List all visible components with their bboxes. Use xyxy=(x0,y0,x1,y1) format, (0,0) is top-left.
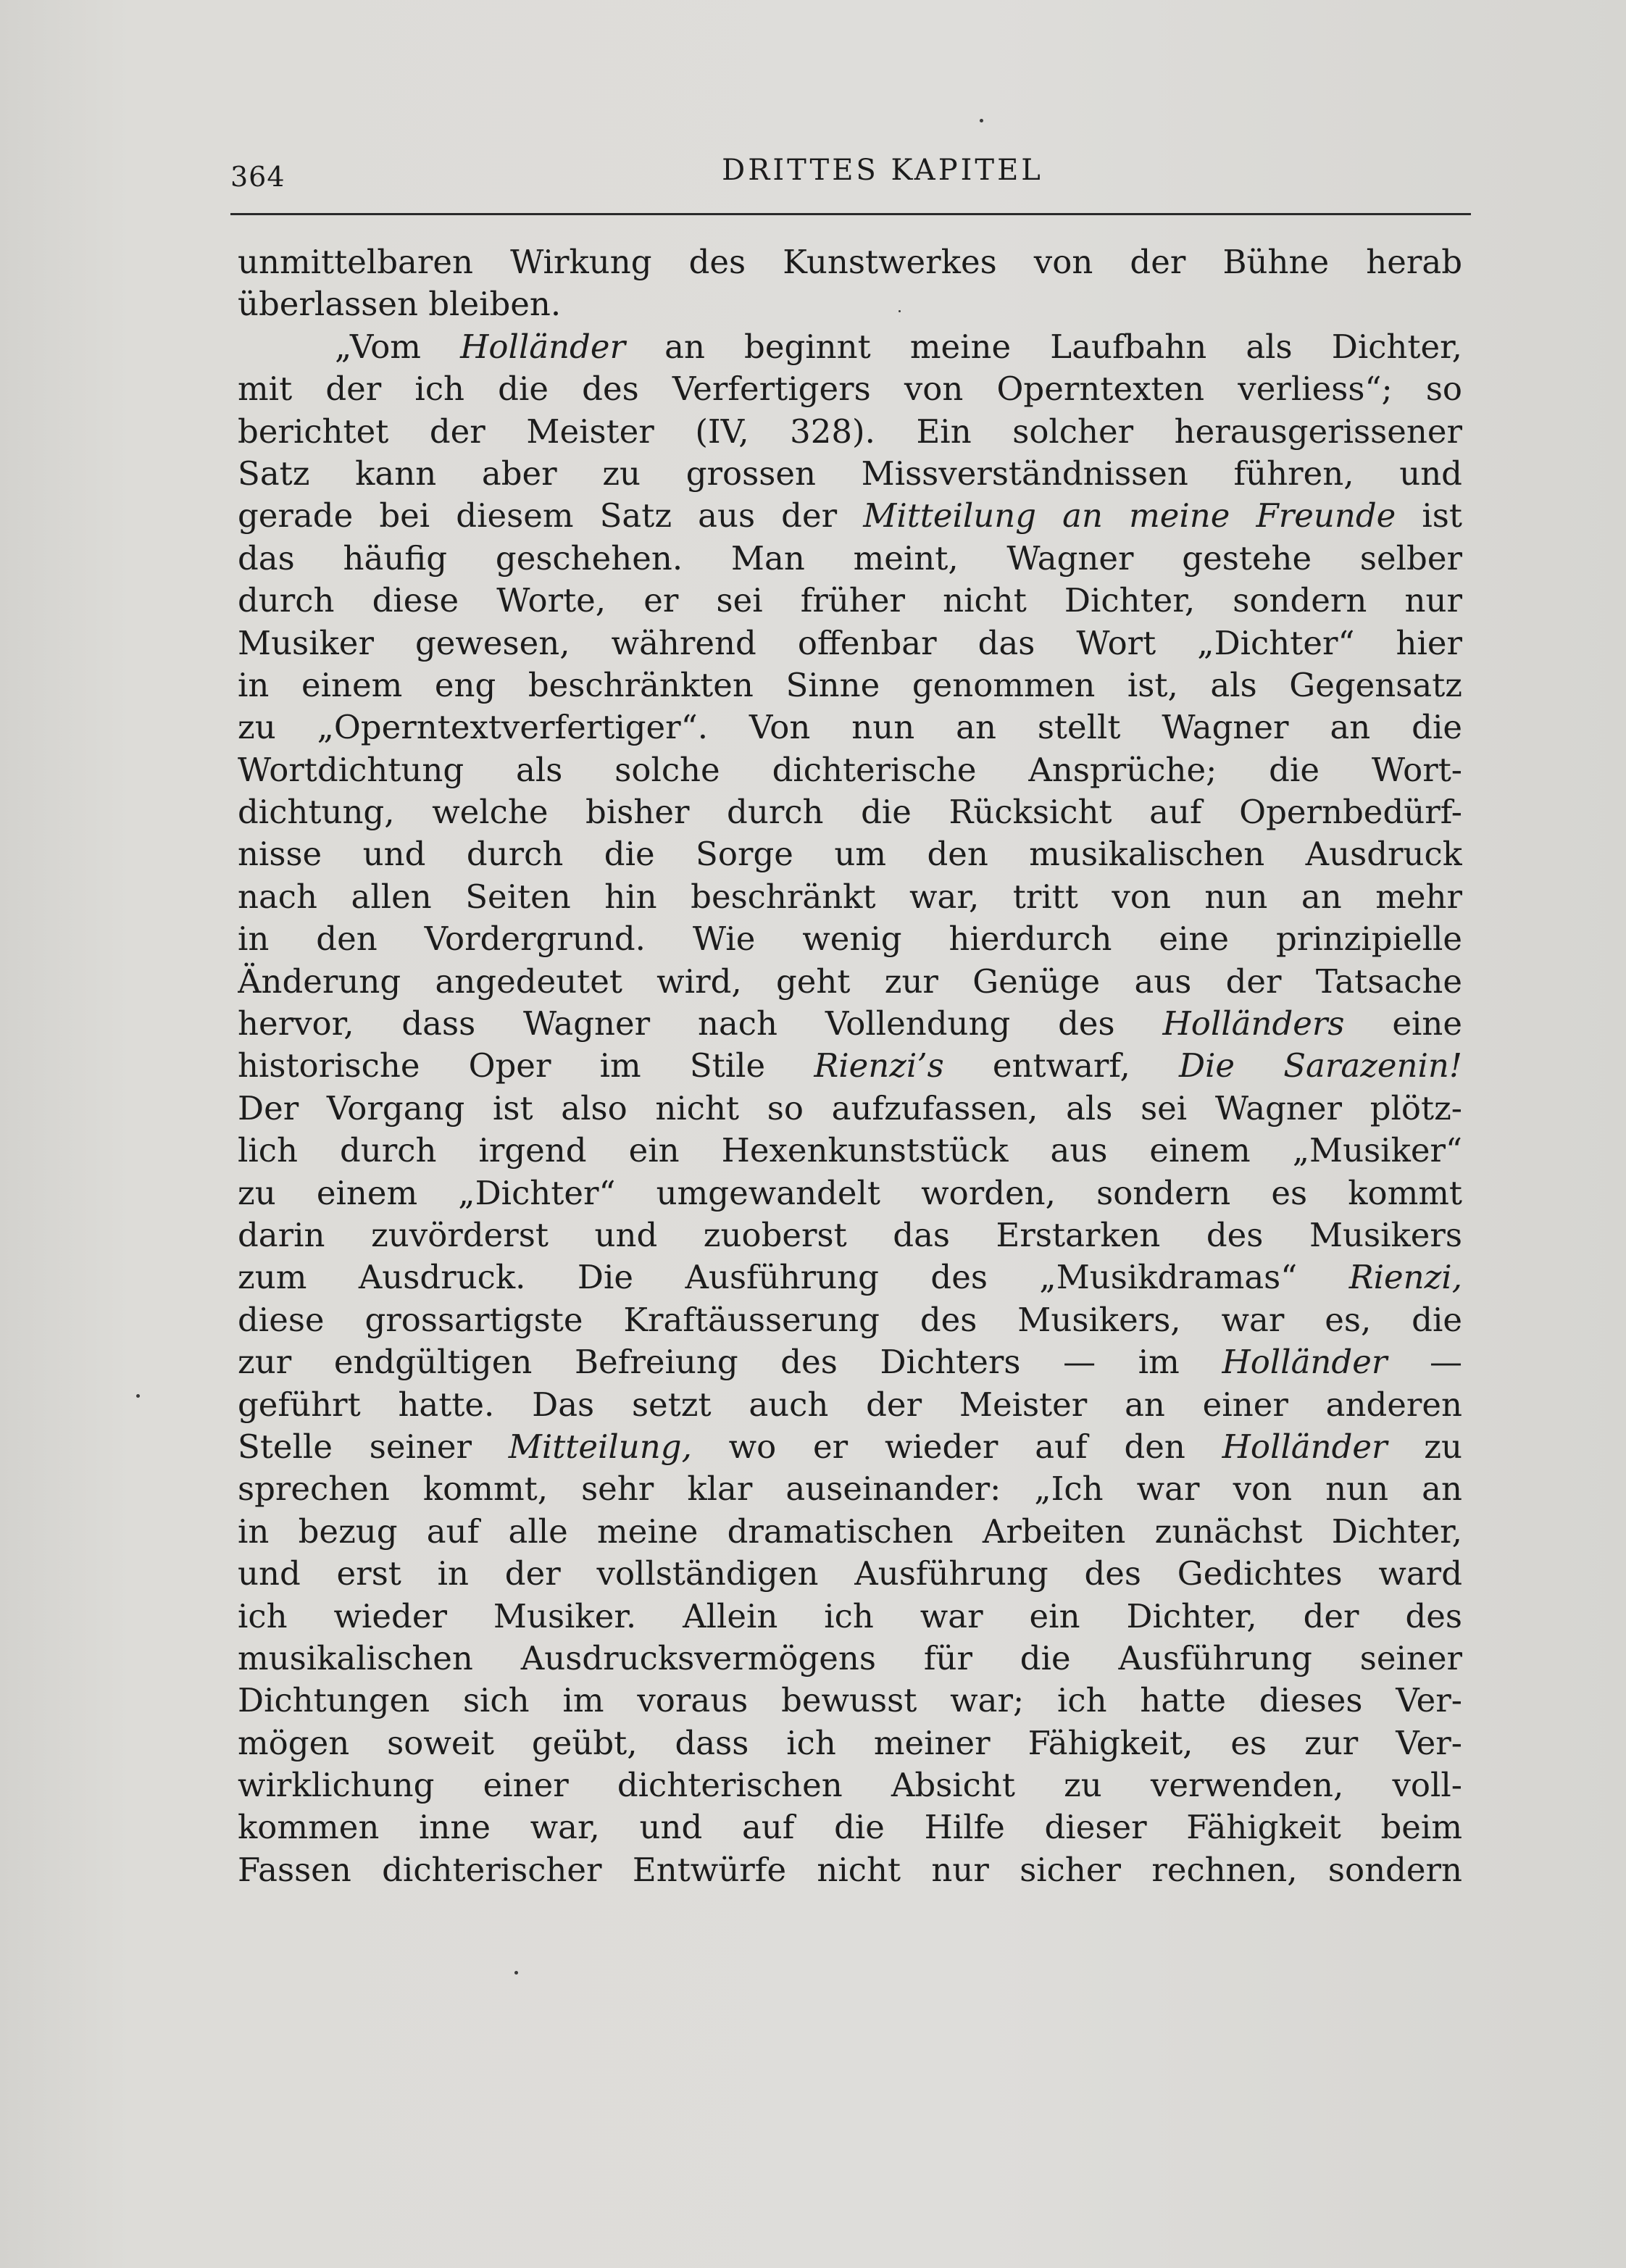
text-line: und erst in der vollständigen Ausführung des Gedichtes ward xyxy=(238,1554,1462,1593)
italic-title: Holländers xyxy=(1162,1004,1345,1043)
paper-speck xyxy=(899,310,901,312)
text-line: kommen inne war, und auf die Hilfe dieser Fähigkeit beim xyxy=(238,1808,1462,1847)
text-line: berichtet der Meister (IV, 328). Ein solcher herausgerissener xyxy=(238,412,1462,451)
text-line: mögen soweit geübt, dass ich meiner Fähigkeit, es zur Ver- xyxy=(238,1723,1462,1762)
text-line: Fassen dichterischer Entwürfe nicht nur sicher rechnen, sondern xyxy=(238,1850,1462,1889)
text-line: in einem eng beschränkten Sinne genommen ist, als Gegensatz xyxy=(238,665,1462,704)
italic-title: Rienzi, xyxy=(1348,1258,1462,1297)
text-line: das häufig geschehen. Man meint, Wagner gestehe selber xyxy=(238,538,1462,578)
text-line: sprechen kommt, sehr klar auseinander: „Ich war von nun an xyxy=(238,1469,1462,1509)
italic-title: Holländer xyxy=(1222,1427,1388,1466)
italic-title: Mitteilung an meine Freunde xyxy=(863,496,1396,535)
text-line: nisse und durch die Sorge um den musikalischen Ausdruck xyxy=(238,835,1462,874)
text-line: wirklichung einer dichterischen Absicht zu verwenden, voll- xyxy=(238,1766,1462,1805)
text-line: durch diese Worte, er sei früher nicht Dichter, sondern nur xyxy=(238,581,1462,620)
paper-speck xyxy=(980,119,983,122)
text-line: Stelle seiner Mitteilung, wo er wieder auf den Holländer zu xyxy=(238,1427,1462,1466)
italic-title: Mitteilung, xyxy=(508,1427,692,1466)
italic-title: Holländer xyxy=(460,327,625,366)
text-line: Änderung angedeutet wird, geht zur Genüge aus der Tatsache xyxy=(238,962,1462,1001)
text-line: überlassen bleiben. xyxy=(238,285,562,324)
text-line: zu „Operntextverfertiger“. Von nun an stellt Wagner an die xyxy=(238,708,1462,747)
body-text xyxy=(238,241,1462,1891)
text-line: Dichtungen sich im voraus bewusst war; ich hatte dieses Ver- xyxy=(238,1681,1462,1720)
text-line: dichtung, welche bisher durch die Rücksicht auf Opernbedürf- xyxy=(238,793,1462,832)
page-number: 364 xyxy=(230,161,285,193)
text-line: mit der ich die des Verfertigers von Operntexten verliess“; so xyxy=(238,370,1462,409)
text-line: geführt hatte. Das setzt auch der Meister an einer anderen xyxy=(238,1385,1462,1424)
text-line: Wortdichtung als solche dichterische Ansprüche; die Wort- xyxy=(238,750,1462,789)
text-line: historische Oper im Stile Rienzi’s entwarf, Die Sarazenin! xyxy=(238,1046,1462,1085)
italic-title: Holländer xyxy=(1222,1343,1388,1382)
header-rule xyxy=(230,213,1471,215)
text-line: hervor, dass Wagner nach Vollendung des Holländers eine xyxy=(238,1004,1462,1043)
text-line: unmittelbaren Wirkung des Kunstwerkes von der Bühne herab xyxy=(238,243,1462,281)
running-title: DRITTES KAPITEL xyxy=(722,154,1043,187)
page-header xyxy=(230,154,1471,197)
text-line: zur endgültigen Befreiung des Dichters — im Holländer — xyxy=(238,1343,1462,1382)
text-line: nach allen Seiten hin beschränkt war, tritt von nun an mehr xyxy=(238,877,1462,916)
text-line: Der Vorgang ist also nicht so aufzufassen, als sei Wagner plötz- xyxy=(238,1088,1462,1127)
text-line: gerade bei diesem Satz aus der Mitteilung an meine Freunde ist xyxy=(238,496,1462,535)
text-line: in bezug auf alle meine dramatischen Arbeiten zunächst Dichter, xyxy=(238,1512,1462,1551)
text-line: „Vom Holländer an beginnt meine Laufbahn als Dichter, xyxy=(335,327,1462,366)
text-line: musikalischen Ausdrucksvermögens für die Ausführung seiner xyxy=(238,1638,1462,1677)
paper-speck xyxy=(136,1394,140,1398)
text-line: zu einem „Dichter“ umgewandelt worden, sondern es kommt xyxy=(238,1173,1462,1212)
italic-title: Die Sarazenin! xyxy=(1178,1046,1462,1085)
text-line: darin zuvörderst und zuoberst das Erstarken des Musikers xyxy=(238,1215,1462,1254)
italic-title: Rienzi’s xyxy=(814,1046,944,1085)
text-line: ich wieder Musiker. Allein ich war ein Dichter, der des xyxy=(238,1596,1462,1635)
text-line: Satz kann aber zu grossen Missverständnissen führen, und xyxy=(238,454,1462,493)
text-line: in den Vordergrund. Wie wenig hierdurch eine prinzipielle xyxy=(238,920,1462,959)
text-line: diese grossartigste Kraftäusserung des Musikers, war es, die xyxy=(238,1300,1462,1339)
text-line: lich durch irgend ein Hexenkunststück aus einem „Musiker“ xyxy=(238,1131,1462,1170)
paper-speck xyxy=(514,1971,518,1975)
text-line: zum Ausdruck. Die Ausführung des „Musikdramas“ Rienzi, xyxy=(238,1258,1462,1297)
text-line: Musiker gewesen, während offenbar das Wort „Dichter“ hier xyxy=(238,623,1462,662)
